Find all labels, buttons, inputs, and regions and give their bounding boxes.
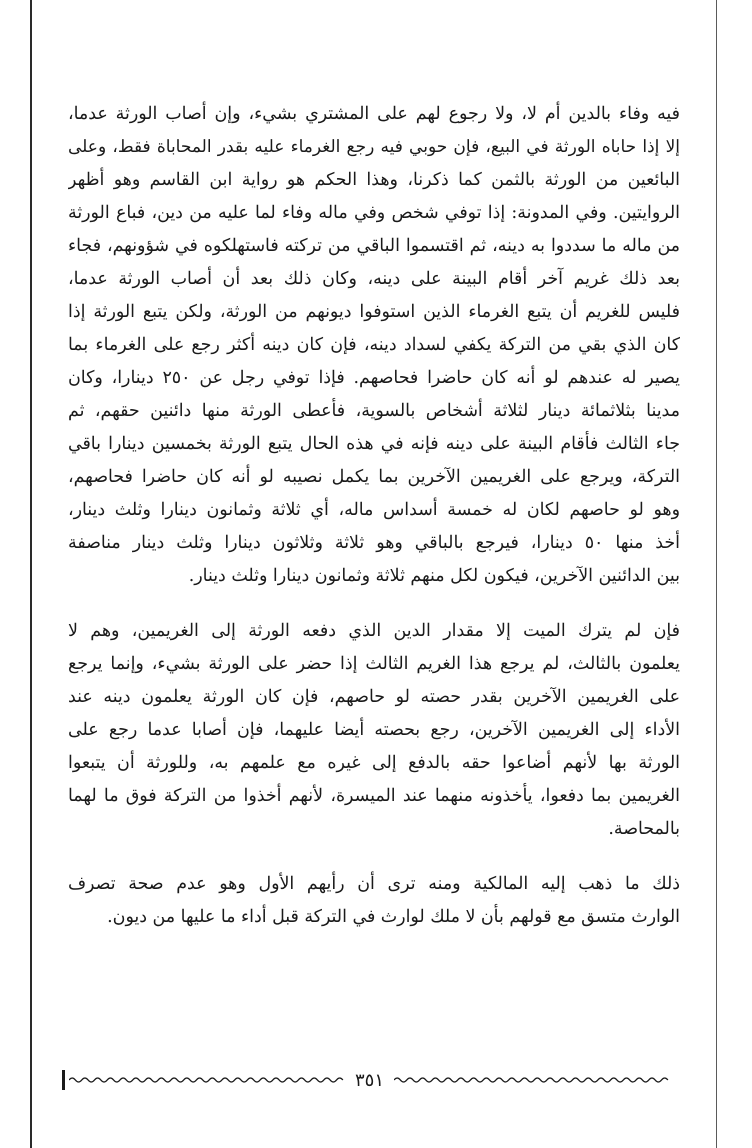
paragraph-1 xyxy=(68,98,680,593)
text-line: وهو لو حاصهم لكان له خمسة أسداس ماله، أي ثلاثة وثمانون دينارا وثلث دينار، xyxy=(68,500,680,520)
footer-bar xyxy=(62,1070,65,1090)
text-line: مدينا بثلاثمائة دينار لثلاثة أشخاص بالسوية، فأعطى الورثة منها دائنين حقهم، ثم xyxy=(68,401,680,421)
text-line: الروايتين. وفي المدونة: إذا توفي شخص وفي ماله وفاء لما عليه من دين، فباع الورثة xyxy=(68,203,680,223)
text-line: على الغريمين الآخرين بقدر حصته لو حاصهم، فإن كان الورثة يعلمون دينه عند xyxy=(68,687,680,707)
paragraph-2 xyxy=(68,615,680,846)
text-line: فليس للغريم أن يتبع الغرماء الذين استوفوا ديونهم من الورثة، ولكن يتبع الورثة إذا xyxy=(68,302,680,322)
text-line: بعد ذلك غريم آخر أقام البينة على دينه، وكان ذلك بعد أن أصاب الورثة عدما، xyxy=(68,269,680,289)
text-line: فإن لم يترك الميت إلا مقدار الدين الذي دفعه الورثة إلى الغريمين، وهم لا xyxy=(68,621,680,641)
text-line: التركة، ويرجع على الغريمين الآخرين بما يكمل نصيبه لو أنه كان حاضرا فحاصهم، xyxy=(68,467,680,487)
text-line: الورثة بها لأنهم أضاعوا حقه بالدفع إلى غيره مع علمهم به، وللورثة أن يتبعوا xyxy=(68,753,680,773)
text-line: من ماله ما سددوا به دينه، ثم اقتسموا الباقي من تركته فاستهلكوه في شؤونهم، فجاء xyxy=(68,236,680,256)
text-line: جاء الثالث فأقام البينة على دينه فإنه في هذه الحال يتبع الورثة بخمسين دينارا باقي xyxy=(68,434,680,454)
text-line: يصير له عندهم لو أنه كان حاضرا فحاصهم. فإذا توفي رجل عن ٢٥٠ دينارا، وكان xyxy=(68,368,680,388)
footer-wave-right xyxy=(394,1075,670,1085)
page-body xyxy=(68,98,680,934)
text-line: إلا إذا حاباه الورثة في البيع، فإن حوبي فيه رجع الغرماء عليه بقدر المحاباة فقط، وعلى xyxy=(68,137,680,157)
text-line: ذلك ما ذهب إليه المالكية ومنه ترى أن رأيهم الأول وهو عدم صحة تصرف xyxy=(68,874,680,894)
text-line: كان الذي بقي من التركة يكفي لسداد دينه، فإن كان دينه أكثر رجع على الغرماء بما xyxy=(68,335,680,355)
page-number: ٣٥١ xyxy=(355,1069,385,1091)
page-footer xyxy=(62,1068,670,1092)
text-line: الوارث متسق مع قولهم بأن لا ملك لوارث في التركة قبل أداء ما عليها من ديون. xyxy=(107,907,680,927)
page-left-edge xyxy=(30,0,32,1148)
footer-wave-left xyxy=(69,1075,345,1085)
text-line: البائعين من الورثة بالثمن كما ذكرنا، وهذا الحكم هو رواية ابن القاسم وهو أظهر xyxy=(68,170,680,190)
text-line: يعلمون بالثالث، لم يرجع هذا الغريم الثالث إذا حضر على الورثة بشيء، وإنما يرجع xyxy=(68,654,680,674)
page-right-edge xyxy=(716,0,717,1148)
text-line: أخذ منها ٥٠ دينارا، فيرجع بالباقي وهو ثلاثة وثلاثون دينارا وثلث دينار مناصفة xyxy=(68,533,680,553)
text-line: الغريمين بما دفعوا، يأخذونه منهما عند الميسرة، لأنهم أخذوا من التركة فوق ما لهما xyxy=(68,786,680,806)
text-line: الأداء إلى الغريمين الآخرين، رجع بحصته أيضا عليهما، فإن أصابا عدما رجع على xyxy=(68,720,680,740)
text-line: بين الدائنين الآخرين، فيكون لكل منهم ثلاثة وثمانون دينارا وثلث دينار. xyxy=(188,566,680,586)
text-line: بالمحاصة. xyxy=(608,819,680,839)
text-line: فيه وفاء بالدين أم لا، ولا رجوع لهم على المشتري بشيء، وإن أصاب الورثة عدما، xyxy=(68,104,680,124)
paragraph-3 xyxy=(68,868,680,934)
